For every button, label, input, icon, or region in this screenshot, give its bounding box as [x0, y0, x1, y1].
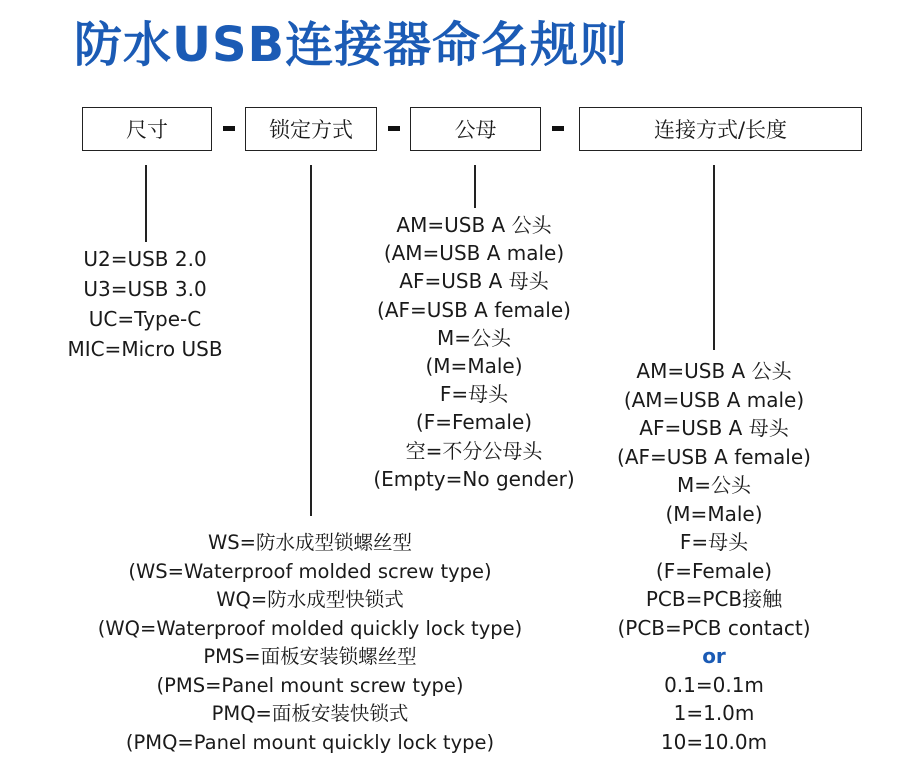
size-code-list [30, 244, 260, 364]
connector-line-gender [474, 165, 476, 208]
connector-line-size [145, 165, 147, 242]
box-gender-label: 公母 [454, 118, 497, 142]
connection-code-item: PCB=PCB接触 [645, 587, 783, 611]
length-code-item: 0.1=0.1m [664, 672, 764, 697]
size-code-item: UC=Type-C [88, 307, 202, 331]
lock-code-item: WS=防水成型锁螺丝型 [208, 531, 412, 554]
box-size-label: 尺寸 [126, 118, 168, 142]
lock-code-item: WQ=防水成型快锁式 [216, 588, 404, 611]
lock-code-item: PMQ=面板安装快锁式 [211, 702, 409, 725]
lock-code-item: PMS=面板安装锁螺丝型 [203, 645, 417, 668]
lock-code-item: (PMS=Panel mount screw type) [156, 673, 464, 697]
connection-code-list [588, 357, 840, 756]
gender-code-item: (AF=USB A female) [377, 297, 571, 322]
gender-code-item: (AM=USB A male) [383, 241, 565, 266]
connection-code-item: M=公头 [676, 473, 751, 497]
or-label: or [702, 644, 726, 668]
connection-code-item: AM=USB A 公头 [636, 359, 792, 383]
connection-code-item: (AF=USB A female) [617, 444, 811, 469]
connector-line-lock [310, 165, 312, 516]
gender-code-item: F=母头 [439, 382, 509, 407]
lock-code-item: (WQ=Waterproof molded quickly lock type) [97, 616, 523, 640]
page-title: 防水USB连接器命名规则 [74, 17, 629, 73]
box-lock-method [245, 107, 377, 151]
gender-code-list [344, 211, 604, 493]
connection-code-item: F=母头 [679, 530, 749, 554]
lock-code-list [40, 529, 580, 757]
connection-code-item: AF=USB A 母头 [639, 416, 789, 440]
separator-dash [223, 126, 235, 131]
size-code-item: U2=USB 2.0 [83, 247, 207, 271]
length-code-item: 10=10.0m [660, 729, 768, 754]
separator-dash [388, 126, 400, 131]
gender-code-item: AF=USB A 母头 [399, 269, 549, 294]
connection-code-item: (PCB=PCB contact) [617, 615, 811, 640]
gender-code-item: AM=USB A 公头 [396, 213, 552, 237]
box-gender [410, 107, 541, 151]
separator-dash [552, 126, 564, 131]
connector-line-connection [713, 165, 715, 350]
gender-code-item: (F=Female) [415, 410, 533, 435]
gender-code-item: (Empty=No gender) [373, 466, 575, 491]
gender-code-item: (M=Male) [425, 354, 523, 379]
box-size [82, 107, 212, 151]
lock-code-item: (WS=Waterproof molded screw type) [128, 559, 492, 583]
size-code-item: U3=USB 3.0 [83, 277, 207, 301]
connection-code-item: (F=Female) [655, 558, 773, 583]
connection-code-item: (AM=USB A male) [623, 387, 805, 412]
connection-code-item: (M=Male) [665, 501, 763, 526]
length-code-item: 1=1.0m [673, 701, 755, 725]
gender-code-item: 空=不分公母头 [405, 438, 543, 463]
box-connection-length [579, 107, 862, 151]
gender-code-item: M=公头 [436, 325, 511, 350]
size-code-item: MIC=Micro USB [67, 337, 223, 361]
box-connection-length-label: 连接方式/长度 [653, 118, 788, 142]
lock-code-item: (PMQ=Panel mount quickly lock type) [125, 730, 495, 754]
box-lock-method-label: 锁定方式 [269, 118, 353, 142]
